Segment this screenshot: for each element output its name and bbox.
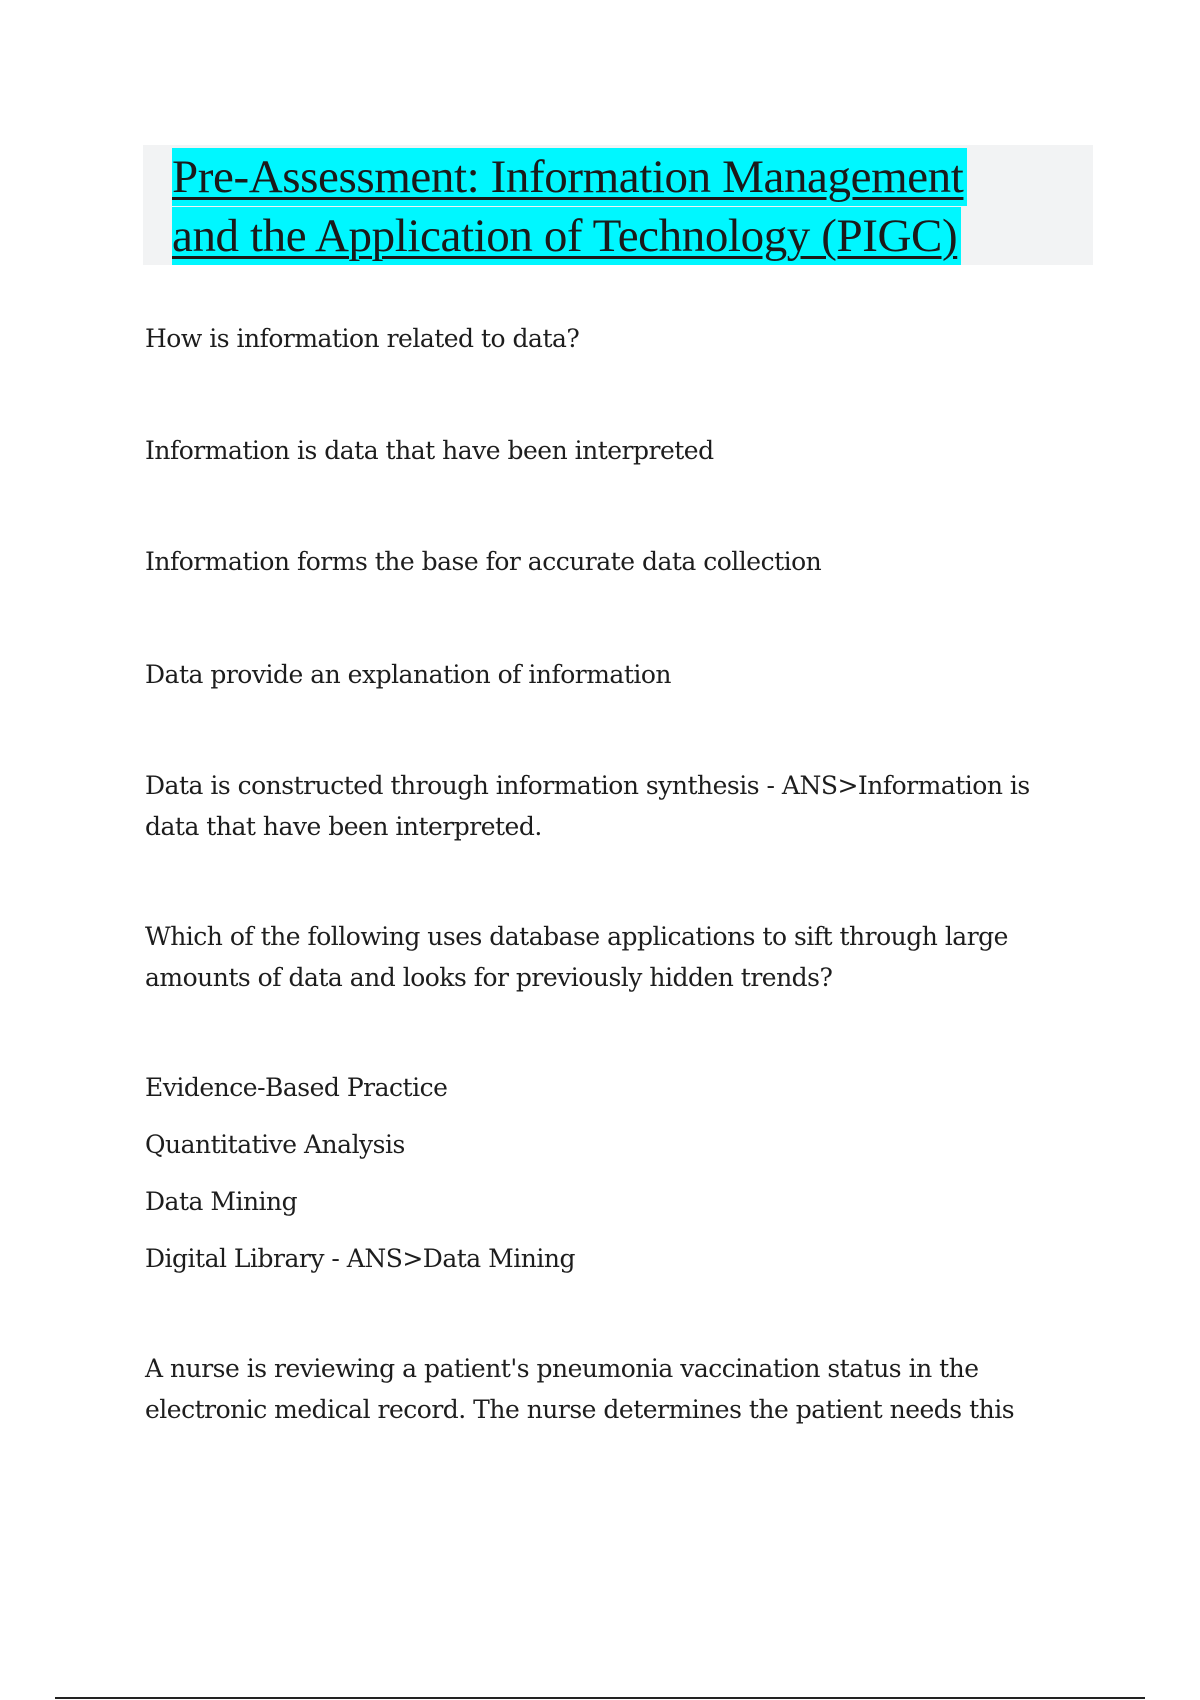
q2-option-3: Data Mining bbox=[145, 1187, 298, 1216]
q1-option-4-line-1: Data is constructed through information synthesis - ANS>Information is bbox=[145, 771, 1030, 800]
q3-question-line-1: A nurse is reviewing a patient's pneumonia vaccination status in the bbox=[145, 1354, 979, 1383]
q1-option-2: Information forms the base for accurate data collection bbox=[145, 547, 822, 576]
q2-option-2: Quantitative Analysis bbox=[145, 1130, 405, 1159]
q2-question-line-2: amounts of data and looks for previously hidden trends? bbox=[145, 963, 833, 992]
q1-option-3: Data provide an explanation of information bbox=[145, 660, 672, 689]
page-bottom-rule bbox=[55, 1697, 1145, 1699]
q2-option-4: Digital Library - ANS>Data Mining bbox=[145, 1244, 575, 1273]
document-title-line-1: Pre-Assessment: Information Management bbox=[172, 148, 967, 206]
q1-option-4-line-2: data that have been interpreted. bbox=[145, 812, 542, 841]
q2-option-1: Evidence-Based Practice bbox=[145, 1073, 448, 1102]
q1-question: How is information related to data? bbox=[145, 324, 580, 353]
document-title-line-2: and the Application of Technology (PIGC) bbox=[172, 207, 961, 265]
q2-question-line-1: Which of the following uses database applications to sift through large bbox=[145, 922, 1008, 951]
q3-question-line-2: electronic medical record. The nurse determines the patient needs this bbox=[145, 1395, 1015, 1424]
q1-option-1: Information is data that have been interpreted bbox=[145, 436, 714, 465]
